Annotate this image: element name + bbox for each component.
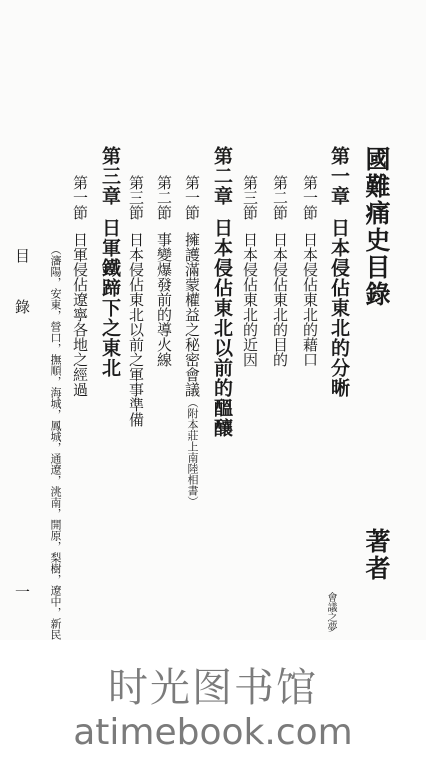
chapter-2-section-2 — [156, 175, 171, 367]
chapter-3-title: 日軍鐵蹄下之東北 — [99, 218, 121, 378]
section-label: 第三節 — [127, 175, 145, 220]
book-title: 國難痛史目錄 — [362, 146, 391, 308]
chapter-3-section-1-note: （瀋陽，安東，營口，撫順，海城，鳳城，通遼，洮南，開原，梨樹，遼中，新民 — [49, 244, 62, 640]
chapter-1-title: 日本侵佔東北的分晰 — [328, 218, 350, 398]
section-label: 第三節 — [241, 175, 259, 220]
chapter-3-section-1 — [72, 175, 87, 397]
section-title: 日軍侵佔遼寧各地之經過 — [71, 232, 89, 397]
section-label: 第一節 — [301, 175, 319, 220]
chapter-2-label: 第二章 — [211, 146, 233, 206]
section-title: 日本侵佔東北的藉口 — [301, 232, 319, 367]
chapter-2-heading — [212, 146, 231, 438]
section-title: 日本侵佔東北以前之軍事準備 — [127, 232, 145, 427]
section-title: 日本侵佔東北的近因 — [241, 232, 259, 367]
section-title: 擁護滿蒙權益之秘密會議 — [183, 232, 201, 397]
page-number: 一 — [13, 584, 31, 599]
chapter-3-heading — [100, 146, 119, 378]
running-title: 目錄 — [13, 248, 31, 350]
section-label: 第一節 — [71, 175, 89, 220]
watermark-line-1: 时光图书馆 — [108, 665, 318, 711]
chapter-1-section-1 — [302, 175, 317, 367]
chapter-1-section-2 — [272, 175, 287, 367]
watermark-line-2: atimebook.com — [73, 712, 353, 753]
author-name: 會議之夢 — [325, 592, 336, 632]
section-note: （附本莊上南陸相書） — [186, 397, 199, 507]
chapter-3-label: 第三章 — [99, 146, 121, 206]
section-title: 事變爆發前的導火線 — [155, 232, 173, 367]
chapter-1-label: 第一章 — [328, 146, 350, 206]
section-label: 第二節 — [271, 175, 289, 220]
chapter-2-section-1 — [184, 175, 199, 507]
chapter-1-heading — [329, 146, 348, 398]
section-title: 日本侵佔東北的目的 — [271, 232, 289, 367]
section-label: 第一節 — [183, 175, 201, 220]
author-label: 著者 — [362, 528, 391, 582]
chapter-2-section-3 — [128, 175, 143, 427]
section-label: 第二節 — [155, 175, 173, 220]
chapter-2-title: 日本侵佔東北以前的醞釀 — [211, 218, 233, 438]
chapter-1-section-3 — [242, 175, 257, 367]
